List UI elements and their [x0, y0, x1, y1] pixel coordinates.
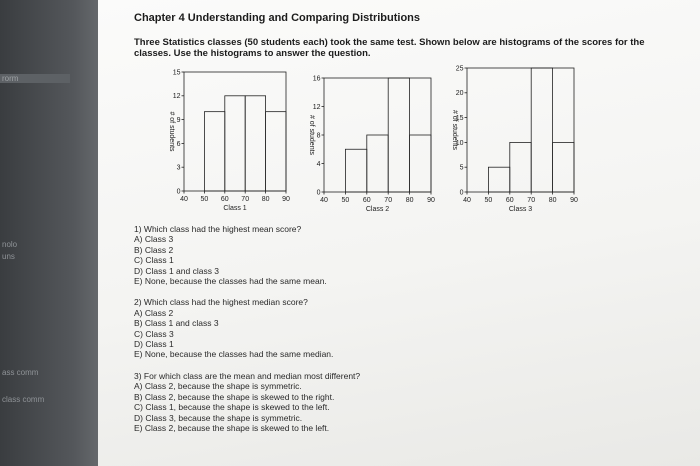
background-text-fragment: ass comm — [2, 368, 39, 377]
question-2 — [134, 297, 360, 359]
x-tick-label: 60 — [362, 197, 371, 204]
histogram-bar — [225, 96, 245, 191]
y-axis-label: # of students — [168, 111, 175, 152]
histogram-bar — [510, 142, 531, 192]
x-tick-label: 80 — [405, 197, 414, 204]
x-tick-label: 40 — [463, 197, 471, 204]
x-tick-label: 50 — [200, 196, 209, 203]
chapter-title: Chapter 4 Understanding and Comparing Distributions — [134, 12, 421, 24]
worksheet-page — [98, 0, 700, 466]
answer-option: A) Class 2 — [134, 307, 174, 318]
x-tick-label: 40 — [180, 196, 188, 203]
y-tick-label: 20 — [455, 90, 464, 98]
question-3 — [134, 371, 360, 433]
y-tick-label: 6 — [176, 140, 181, 148]
background-text-fragment: class comm — [2, 395, 45, 404]
y-tick-label: 0 — [316, 189, 321, 197]
plot-frame — [184, 72, 286, 191]
x-tick-label: 90 — [570, 197, 578, 204]
x-tick-label: 60 — [505, 197, 514, 204]
histogram-class-3 — [453, 64, 578, 219]
histogram-bar — [553, 142, 574, 192]
x-tick-label: 70 — [241, 196, 250, 203]
x-tick-label: 50 — [484, 197, 493, 204]
plot-frame — [467, 68, 574, 192]
histogram-bar — [531, 68, 552, 192]
y-tick-label: 0 — [176, 188, 181, 196]
answer-option: A) Class 3 — [134, 234, 174, 245]
histogram-class-3-svg — [453, 64, 578, 214]
x-tick-label: 80 — [548, 197, 557, 204]
x-tick-label: 60 — [220, 196, 229, 203]
background-text-fragment: uns — [2, 252, 15, 261]
histogram-bar — [266, 112, 286, 191]
question-text: 3) For which class are the mean and median most different? — [134, 370, 361, 381]
y-axis-label: # of students — [451, 109, 458, 151]
x-tick-label: 70 — [527, 197, 536, 204]
x-tick-label: 80 — [261, 196, 270, 203]
questions-list — [134, 224, 360, 444]
answer-option: B) Class 1 and class 3 — [134, 318, 219, 329]
y-tick-label: 25 — [455, 65, 464, 73]
histogram-bar — [204, 112, 224, 191]
histogram-bar — [345, 149, 366, 192]
x-axis-label: Class 2 — [365, 206, 390, 213]
answer-option: E) None, because the classes had the same mean. — [134, 276, 327, 287]
histogram-bar — [245, 96, 265, 191]
y-tick-label: 4 — [316, 160, 321, 168]
histogram-bar — [410, 135, 431, 192]
y-tick-label: 12 — [312, 103, 321, 111]
answer-option: C) Class 3 — [134, 328, 174, 339]
y-tick-label: 8 — [316, 132, 321, 140]
answer-option: B) Class 2, because the shape is skewed to the right. — [134, 391, 335, 402]
answer-option: D) Class 1 — [134, 339, 174, 350]
y-tick-label: 15 — [172, 69, 181, 77]
instructions-text: Three Statistics classes (50 students each) took the same test. Shown below are histograms of the scores for the classes. Use the histograms to answer the question. — [134, 37, 645, 59]
histogram-bar — [388, 78, 409, 192]
histogram-class-1 — [170, 68, 290, 218]
x-tick-label: 70 — [384, 197, 393, 204]
answer-option: A) Class 2, because the shape is symmetric. — [134, 381, 302, 392]
answer-option: E) None, because the classes had the same median. — [134, 349, 334, 360]
x-tick-label: 90 — [282, 196, 290, 203]
background-text-fragment: rorm — [0, 74, 70, 83]
x-tick-label: 50 — [341, 197, 350, 204]
background-text-fragment: nolo — [2, 240, 18, 249]
answer-option: C) Class 1 — [134, 255, 174, 266]
y-tick-label: 5 — [459, 164, 464, 172]
answer-option: E) Class 2, because the shape is skewed to the left. — [134, 422, 330, 433]
y-tick-label: 10 — [455, 139, 464, 147]
y-tick-label: 16 — [312, 75, 321, 83]
question-1 — [134, 224, 360, 286]
y-tick-label: 0 — [459, 189, 464, 197]
x-axis-label: Class 1 — [223, 205, 247, 212]
question-text: 2) Which class had the highest median score? — [134, 297, 308, 308]
question-text: 1) Which class had the highest mean score? — [134, 224, 302, 234]
histogram-class-2-svg — [310, 74, 435, 214]
answer-option: B) Class 2 — [134, 244, 174, 255]
x-axis-label: Class 3 — [508, 206, 533, 213]
y-axis-label: # of students — [308, 114, 315, 156]
y-tick-label: 9 — [176, 117, 181, 124]
histogram-class-2 — [310, 74, 435, 219]
y-tick-label: 12 — [172, 93, 181, 101]
y-tick-label: 15 — [455, 115, 464, 122]
y-tick-label: 3 — [176, 164, 181, 172]
answer-option: D) Class 3, because the shape is symmetric. — [134, 412, 303, 423]
x-tick-label: 40 — [320, 197, 328, 204]
x-tick-label: 90 — [427, 197, 435, 204]
histogram-class-1-svg — [170, 68, 290, 213]
histogram-bar — [488, 167, 509, 192]
answer-option: D) Class 1 and class 3 — [134, 265, 220, 276]
answer-option: C) Class 1, because the shape is skewed to the left. — [134, 402, 330, 413]
histogram-bar — [367, 135, 388, 192]
